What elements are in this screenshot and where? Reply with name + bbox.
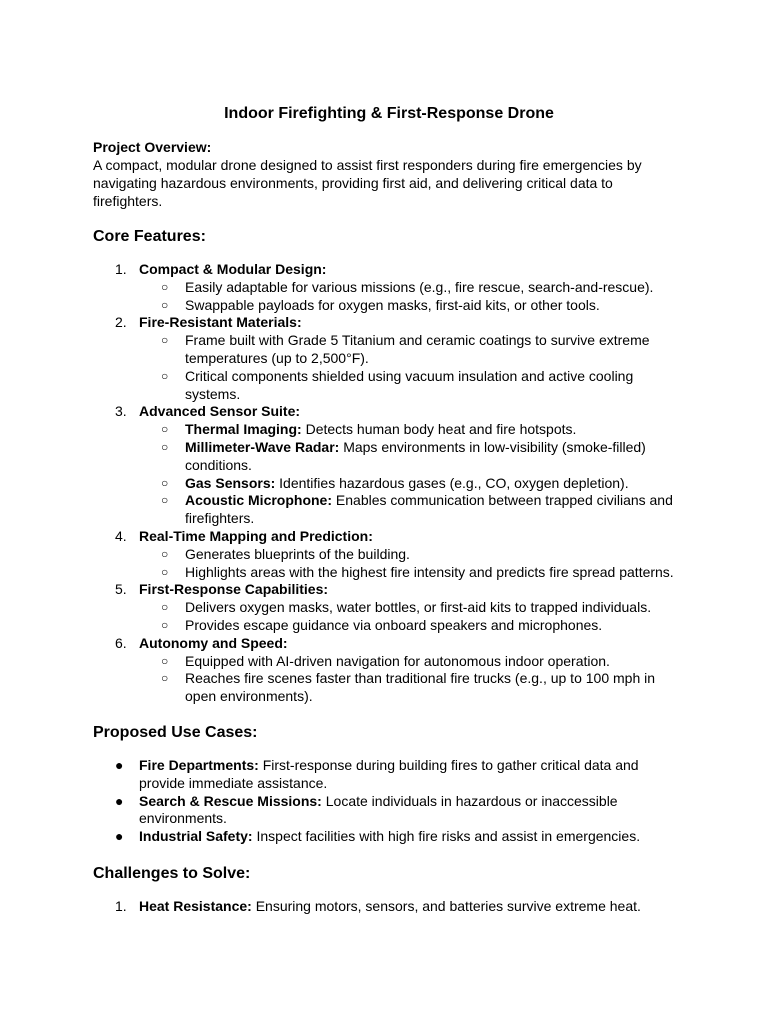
use-case-text: Locate individuals in hazardous or inaccessible environments. <box>139 792 618 827</box>
use-case-label: Industrial Safety: <box>139 828 253 845</box>
core-feature-subitem <box>93 279 675 297</box>
subitem-label: Acoustic Microphone: <box>185 492 333 509</box>
core-feature-subitem <box>93 653 675 671</box>
filled-bullet-icon: ● <box>115 756 124 773</box>
hollow-bullet-icon: ○ <box>161 671 169 686</box>
subitem-text: Maps environments in low-visibility (smoke-filled) conditions. <box>185 438 646 473</box>
core-feature-title: Real-Time Mapping and Prediction: <box>139 527 373 544</box>
core-feature-sublist <box>139 332 675 403</box>
filled-bullet-icon: ● <box>115 792 124 809</box>
challenge-text: Ensuring motors, sensors, and batteries survive extreme heat. <box>251 897 641 914</box>
core-feature-sublist <box>139 546 675 582</box>
core-feature-title: Advanced Sensor Suite: <box>139 403 301 420</box>
hollow-bullet-icon: ○ <box>161 422 169 437</box>
subitem-text: Critical components shielded using vacuum insulation and active cooling systems. <box>185 367 634 402</box>
use-case-label: Search & Rescue Missions: <box>139 792 322 809</box>
core-feature-subitem <box>93 475 675 493</box>
use-case-text: First-response during building fires to gather critical data and provide immediate assistance. <box>139 756 639 791</box>
use-case-item <box>93 828 675 846</box>
subitem-text: Detects human body heat and fire hotspots. <box>301 421 577 438</box>
challenge-label: Heat Resistance: <box>139 897 252 914</box>
subitem-label: Thermal Imaging: <box>185 421 302 438</box>
core-feature-subitem <box>93 332 675 368</box>
core-feature-subitem <box>93 439 675 475</box>
core-feature-sublist <box>139 653 675 706</box>
core-feature-title: First-Response Capabilities: <box>139 581 329 598</box>
use-case-item <box>93 793 675 829</box>
use-cases-list <box>93 757 675 846</box>
core-feature-sublist <box>139 279 675 315</box>
list-number: 4. <box>115 527 127 544</box>
subitem-text: Identifies hazardous gases (e.g., CO, oxygen depletion). <box>275 474 629 491</box>
core-feature-subitem <box>93 421 675 439</box>
core-features-heading: Core Features: <box>93 228 206 245</box>
core-feature-item <box>93 261 675 314</box>
subitem-text: Provides escape guidance via onboard speakers and microphones. <box>185 616 603 633</box>
document-page <box>93 104 675 916</box>
hollow-bullet-icon: ○ <box>161 617 169 632</box>
core-feature-subitem <box>93 670 675 706</box>
hollow-bullet-icon: ○ <box>161 546 169 561</box>
subitem-text: Easily adaptable for various missions (e.g., fire rescue, search-and-rescue). <box>185 278 654 295</box>
list-number: 5. <box>115 581 127 598</box>
hollow-bullet-icon: ○ <box>161 297 169 312</box>
core-feature-item <box>93 403 675 528</box>
hollow-bullet-icon: ○ <box>161 368 169 383</box>
core-feature-subitem <box>93 297 675 315</box>
core-feature-subitem <box>93 368 675 404</box>
use-cases-heading: Proposed Use Cases: <box>93 723 258 741</box>
subitem-text: Generates blueprints of the building. <box>185 545 410 562</box>
subitem-text: Reaches fire scenes faster than traditional fire trucks (e.g., up to 100 mph in open environments). <box>185 670 656 705</box>
subitem-text: Delivers oxygen masks, water bottles, or first-aid kits to trapped individuals. <box>185 599 652 616</box>
hollow-bullet-icon: ○ <box>161 600 169 615</box>
overview-label: Project Overview: <box>93 139 212 155</box>
list-number: 6. <box>115 634 127 651</box>
use-case-text: Inspect facilities with high fire risks and assist in emergencies. <box>252 828 641 845</box>
hollow-bullet-icon: ○ <box>161 475 169 490</box>
core-features-list <box>93 261 675 706</box>
hollow-bullet-icon: ○ <box>161 493 169 508</box>
core-feature-item <box>93 581 675 634</box>
core-feature-item <box>93 528 675 581</box>
list-number: 2. <box>115 314 127 331</box>
core-feature-item <box>93 314 675 403</box>
challenges-heading: Challenges to Solve: <box>93 864 251 882</box>
hollow-bullet-icon: ○ <box>161 279 169 294</box>
overview-text: A compact, modular drone designed to assist first responders during fire emergencies by navigating hazardous environments, providing first aid, and delivering critical data to firefighters. <box>93 157 642 209</box>
document-title: Indoor Firefighting & First-Response Drone <box>224 105 554 122</box>
core-feature-title: Compact & Modular Design: <box>139 261 327 277</box>
core-feature-subitem <box>93 546 675 564</box>
hollow-bullet-icon: ○ <box>161 564 169 579</box>
subitem-label: Gas Sensors: <box>185 474 276 491</box>
list-number: 1. <box>115 897 127 914</box>
filled-bullet-icon: ● <box>115 828 124 845</box>
core-feature-subitem <box>93 564 675 582</box>
list-number: 1. <box>115 261 127 277</box>
subitem-text: Frame built with Grade 5 Titanium and ceramic coatings to survive extreme temperatures (up to 2,500°F). <box>185 332 650 366</box>
subitem-text: Swappable payloads for oxygen masks, first-aid kits, or other tools. <box>185 296 600 313</box>
core-feature-item <box>93 635 675 706</box>
hollow-bullet-icon: ○ <box>161 333 169 348</box>
core-feature-title: Fire-Resistant Materials: <box>139 314 302 331</box>
subitem-label: Millimeter-Wave Radar: <box>185 438 340 455</box>
use-case-label: Fire Departments: <box>139 756 259 773</box>
use-case-item <box>93 757 675 793</box>
subitem-text: Enables communication between trapped civilians and firefighters. <box>185 492 673 527</box>
core-feature-sublist <box>139 599 675 635</box>
core-feature-subitem <box>93 492 675 528</box>
challenges-list <box>93 898 675 916</box>
core-feature-title: Autonomy and Speed: <box>139 634 288 651</box>
challenge-item <box>93 898 675 916</box>
core-feature-sublist <box>139 421 675 528</box>
hollow-bullet-icon: ○ <box>161 439 169 454</box>
hollow-bullet-icon: ○ <box>161 653 169 668</box>
subitem-text: Equipped with AI-driven navigation for autonomous indoor operation. <box>185 652 610 669</box>
core-feature-subitem <box>93 599 675 617</box>
list-number: 3. <box>115 403 127 420</box>
core-feature-subitem <box>93 617 675 635</box>
subitem-text: Highlights areas with the highest fire intensity and predicts fire spread patterns. <box>185 563 674 580</box>
